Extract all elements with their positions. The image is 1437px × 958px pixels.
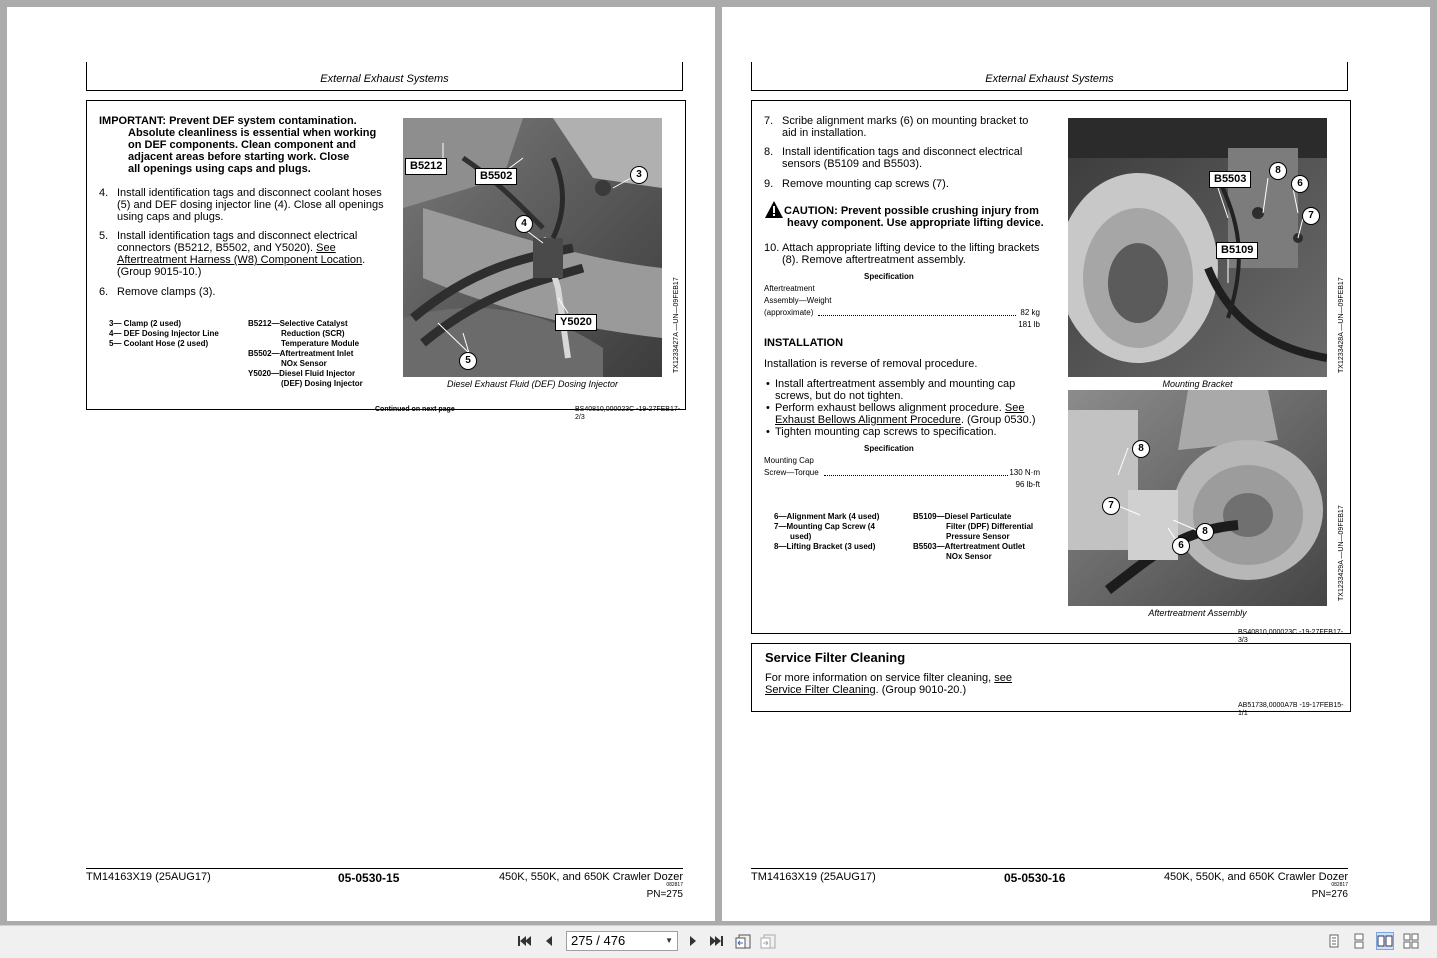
legend-item: B5109—Diesel Particulate (913, 512, 1012, 521)
page-header-title: External Exhaust Systems (320, 73, 449, 85)
step-9 (764, 178, 1054, 190)
legend-item: 8—Lifting Bracket (3 used) (774, 542, 876, 551)
aftertreatment-assembly-photo (1068, 390, 1327, 606)
bullet-line: Perform exhaust bellows alignment procedure. (775, 402, 1005, 414)
footer-manual-id: TM14163X19 (25AUG17) (86, 871, 211, 883)
step-10 (764, 242, 1054, 266)
installation-bullets (764, 378, 1064, 438)
step-number: 7. (764, 115, 774, 127)
step-line: . (362, 254, 366, 266)
step-line: Scribe alignment marks (6) on mounting bracket to (782, 115, 1029, 127)
next-page-icon[interactable] (684, 932, 702, 950)
footer-rule (86, 868, 683, 869)
footer-date-code: 082817 (1331, 882, 1348, 888)
continuous-view-icon[interactable] (1350, 932, 1368, 950)
back-view-icon[interactable] (735, 932, 753, 950)
bullet-line: Install aftertreatment assembly and mounting cap (775, 378, 1016, 390)
spec-title: Specification (864, 272, 914, 281)
left-page (7, 7, 715, 921)
callout-number-7: 7 (1302, 207, 1320, 225)
page-indicator: 275 / 476 (571, 933, 626, 948)
content-box (86, 100, 686, 421)
first-page-icon[interactable] (515, 932, 533, 950)
step-number: 4. (99, 187, 109, 199)
service-line: . (Group 9010-20.) (875, 684, 967, 696)
callout-b5212: B5212 (405, 158, 447, 175)
photo-caption: Aftertreatment Assembly (1148, 608, 1247, 618)
step-line: sensors (B5109 and B5503). (782, 158, 923, 170)
footer-manual-id: TM14163X19 (25AUG17) (751, 871, 876, 883)
legend-item: Pressure Sensor (946, 532, 1010, 541)
footer-page-number: 05-0530-15 (338, 871, 400, 885)
spec-leader-dots (818, 315, 1016, 316)
callout-b5502: B5502 (475, 168, 517, 185)
service-filter-text (765, 672, 1065, 696)
legend-item: 3— Clamp (2 used) (109, 319, 182, 328)
photo-drawing (1068, 118, 1327, 377)
photo-caption: Diesel Exhaust Fluid (DEF) Dosing Injector (446, 379, 619, 389)
callout-number-7: 7 (1102, 497, 1120, 515)
footer-page-number: 05-0530-16 (1004, 871, 1066, 885)
legend-item: Reduction (SCR) (281, 329, 345, 338)
important-line: all openings using caps and plugs. (128, 163, 311, 175)
bullet-dot: • (766, 402, 770, 414)
content-box (751, 100, 1351, 644)
service-filter-heading: Service Filter Cleaning (765, 650, 906, 665)
step-number: 5. (99, 230, 109, 242)
caution-warning-icon (764, 200, 784, 220)
important-line: adjacent areas before starting work. Close (128, 151, 350, 163)
see-link[interactable]: see (994, 672, 1013, 684)
step-line: Attach appropriate lifting device to the lifting brackets (782, 242, 1040, 254)
legend-item: Filter (DPF) Differential (946, 522, 1034, 531)
continuous-facing-view-icon[interactable] (1402, 932, 1420, 950)
bullet-dot: • (766, 378, 770, 390)
photo-drawing (403, 118, 662, 377)
spec-label: Aftertreatment (764, 284, 815, 293)
callout-number-6: 6 (1172, 537, 1190, 555)
page-number-select[interactable] (566, 931, 678, 951)
header-bottom-rule (86, 90, 683, 91)
footer-pn: PN=276 (1311, 889, 1348, 900)
step-7 (764, 115, 1054, 139)
legend-codes (248, 319, 388, 389)
spec-value-metric: 130 N·m (1009, 468, 1040, 477)
bullet-line: . (Group 0530.) (960, 414, 1036, 426)
spec-label: Screw—Torque (764, 468, 819, 477)
spec-label: (approximate) (764, 308, 814, 317)
callout-number-5: 5 (459, 352, 477, 370)
callout-b5503: B5503 (1209, 171, 1251, 188)
legend-item: 4— DEF Dosing Injector Line (109, 329, 219, 338)
spec-label: Assembly—Weight (764, 296, 832, 305)
step-number: 8. (764, 146, 774, 158)
footer-rule (751, 868, 1348, 869)
step-line: Remove clamps (3). (117, 286, 216, 298)
step-line: Install identification tags and disconnect electrical (782, 146, 1023, 158)
step-line: Remove mounting cap screws (7). (782, 178, 949, 190)
step-line: using caps and plugs. (117, 211, 224, 223)
legend-item: used) (790, 532, 812, 541)
installation-heading: INSTALLATION (764, 337, 844, 349)
footer-model: 450K, 550K, and 650K Crawler Dozer (498, 871, 683, 883)
footer-model: 450K, 550K, and 650K Crawler Dozer (1163, 871, 1348, 883)
step-number: 9. (764, 178, 774, 190)
spec-value-imperial: 181 lb (1018, 320, 1040, 329)
bellows-alignment-link[interactable]: Exhaust Bellows Alignment Procedure (775, 414, 961, 426)
photo-side-code: TX1233428A —UN—09FEB17 (1338, 277, 1345, 373)
right-page (722, 7, 1430, 921)
last-page-icon[interactable] (708, 932, 726, 950)
service-filter-box (751, 643, 1351, 717)
see-link[interactable]: See (316, 242, 336, 254)
continued-note: Continued on next page (375, 406, 455, 413)
header-bottom-rule (751, 90, 1348, 91)
step-line: (8). Remove aftertreatment assembly. (782, 254, 966, 266)
photo-caption: Mounting Bracket (1162, 379, 1233, 389)
important-line: Absolute cleanliness is essential when working (128, 127, 377, 139)
legend-item: 5— Coolant Hose (2 used) (109, 339, 209, 348)
step-line: Install identification tags and disconnect electrical (117, 230, 358, 242)
harness-component-link[interactable]: Aftertreatment Harness (W8) Component Location (117, 254, 363, 266)
spec-leader-dots (824, 475, 1008, 476)
legend-item: B5212—Selective Catalyst (248, 319, 348, 328)
step-8 (764, 146, 1054, 170)
step-line: (Group 9015-10.) (117, 266, 202, 278)
see-link[interactable]: See (1004, 402, 1025, 414)
footer-pn: PN=275 (646, 889, 683, 900)
callout-number-8: 8 (1132, 440, 1150, 458)
facing-pages-view-icon[interactable] (1376, 932, 1394, 950)
legend-numbers (109, 319, 219, 349)
callout-number-6: 6 (1291, 175, 1309, 193)
doc-code: BS40810,000023C -19-27FEB17-3/3 (1238, 629, 1344, 644)
footer-date-code: 082817 (666, 882, 683, 888)
legend-item: NOx Sensor (946, 552, 992, 561)
step-5 (99, 230, 389, 278)
legend-item: B5502—Aftertreatment Inlet (248, 349, 354, 358)
callout-number-4: 4 (515, 215, 533, 233)
service-filter-cleaning-link[interactable]: Service Filter Cleaning (765, 684, 876, 696)
callout-y5020: Y5020 (555, 314, 597, 331)
viewer-toolbar (0, 925, 1437, 958)
legend-item: Temperature Module (281, 339, 360, 348)
prev-page-icon[interactable] (540, 932, 558, 950)
callout-b5109: B5109 (1216, 242, 1258, 259)
step-line: connectors (B5212, B5502, and Y5020). (117, 242, 317, 254)
legend-item: NOx Sensor (281, 359, 327, 368)
step-line: (5) and DEF dosing injector line (4). Close all openings (117, 199, 384, 211)
step-line: Install identification tags and disconnect coolant hoses (117, 187, 382, 199)
page-header-title: External Exhaust Systems (985, 73, 1114, 85)
important-line: on DEF components. Clean component and (128, 139, 356, 151)
caution-line: heavy component. Use appropriate lifting device. (787, 217, 1044, 229)
legend-codes (913, 512, 1058, 562)
mounting-bracket-photo (1068, 118, 1327, 377)
legend-numbers (774, 512, 879, 552)
photo-side-code: TX1233429A —UN—09FEB17 (1338, 505, 1345, 601)
installation-text: Installation is reverse of removal procedure. (764, 358, 978, 370)
photo-side-code: TX1233427A —UN—09FEB17 (673, 277, 680, 373)
callout-number-3: 3 (630, 166, 648, 184)
doc-code: AB51738,0000A7B -19-17FEB15-1/1 (1238, 702, 1344, 717)
caution-note (784, 205, 1064, 229)
callout-number-8: 8 (1269, 162, 1287, 180)
spec-value-metric: 82 kg (1020, 308, 1040, 317)
step-6 (99, 286, 389, 298)
caution-line: CAUTION: Prevent possible crushing injury from (784, 205, 1039, 217)
spec-value-imperial: 96 lb-ft (1015, 480, 1040, 489)
legend-item: 7—Mounting Cap Screw (4 (774, 522, 875, 531)
legend-item: B5503—Aftertreatment Outlet (913, 542, 1026, 551)
legend-item: 6—Alignment Mark (4 used) (774, 512, 880, 521)
spec-label: Mounting Cap (764, 456, 814, 465)
important-lead: IMPORTANT: Prevent DEF system contamination. (99, 115, 357, 127)
step-number: 10. (764, 242, 780, 254)
legend-item: (DEF) Dosing Injector (281, 379, 363, 388)
chevron-down-icon: ▼ (665, 936, 673, 945)
spec-title: Specification (864, 444, 914, 453)
single-page-view-icon[interactable] (1325, 932, 1343, 950)
legend-item: Y5020—Diesel Fluid Injector (248, 369, 356, 378)
step-number: 6. (99, 286, 109, 298)
def-dosing-injector-photo (403, 118, 662, 377)
forward-view-icon[interactable] (760, 932, 778, 950)
service-line: For more information on service filter cleaning, (765, 672, 995, 684)
important-note (99, 115, 389, 175)
bullet-line: screws, but do not tighten. (775, 390, 904, 402)
bullet-dot: • (766, 426, 770, 438)
step-line: aid in installation. (782, 127, 867, 139)
step-4 (99, 187, 389, 223)
callout-number-8: 8 (1196, 523, 1214, 541)
bullet-line: Tighten mounting cap screws to specification. (775, 426, 997, 438)
doc-code: BS40810,000023C -19-27FEB17-2/3 (575, 406, 681, 421)
